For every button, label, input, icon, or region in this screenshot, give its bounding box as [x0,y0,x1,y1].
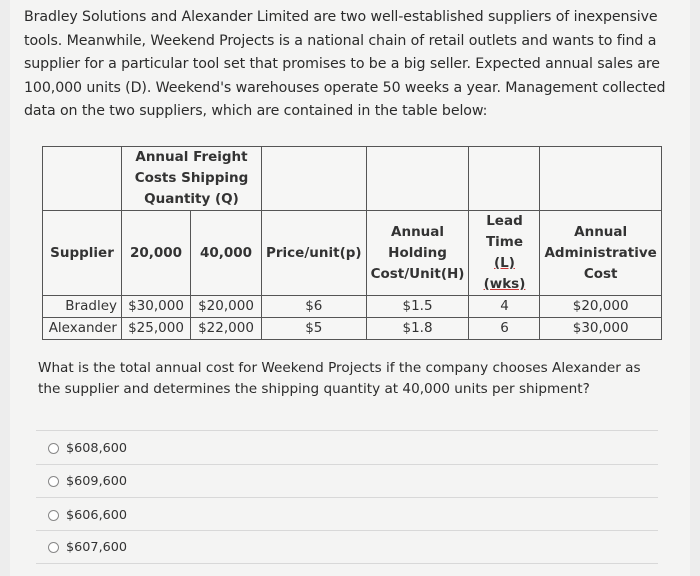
cell-freight-20000: $25,000 [122,318,191,340]
lead-header-line-2: Time [485,234,524,250]
cell-holding: $1.5 [366,296,469,318]
table-header-top-row [43,147,662,211]
answer-option-label: $608,600 [66,440,128,456]
table-header-row [43,211,662,296]
header-quantity-20000: 20,000 [122,211,191,296]
cell-admin: $30,000 [540,318,661,340]
cell-supplier: Alexander [43,318,122,340]
table-empty-cell [366,147,469,211]
cell-freight-40000: $20,000 [191,296,262,318]
radio-button-icon[interactable] [48,542,59,553]
header-admin-cost [540,211,661,296]
holding-header-line-2: Holding [388,244,447,261]
table-empty-cell [469,147,540,211]
cell-admin: $20,000 [540,296,661,318]
table-empty-cell [262,147,367,211]
header-supplier: Supplier [43,211,122,296]
table-row-alexander [43,318,662,340]
freight-header-line-3: Quantity (Q) [144,191,239,207]
option-divider [36,464,658,465]
cell-lead-time: 4 [469,296,540,318]
lead-header-line-3: (L)(wks) [483,255,526,292]
lead-header-line-1: Lead [486,213,523,229]
holding-header-line-1: Annual [391,223,445,240]
radio-button-icon[interactable] [48,476,59,487]
answer-option-3[interactable] [48,505,127,525]
admin-header-line-3: Cost [583,265,618,282]
table-row-bradley [43,296,662,318]
cell-lead-time: 6 [469,318,540,340]
cell-supplier: Bradley [43,296,122,318]
freight-cost-header [122,147,262,211]
header-lead-time [469,211,540,296]
answer-option-label: $606,600 [66,507,128,523]
option-divider [36,530,658,531]
holding-header-line-3: Cost/Unit(H) [370,265,465,282]
table-empty-cell [43,147,122,211]
header-holding-cost [366,211,469,296]
cell-holding: $1.8 [366,318,469,340]
question-text: What is the total annual cost for Weekend Projects if the company chooses Alexander as the supplier and determines the shipping quantity at 40,000 units per shipment? [38,360,641,397]
admin-header-line-1: Annual [574,223,628,240]
answer-option-1[interactable] [48,438,127,458]
header-price: Price/unit(p) [262,211,367,296]
option-divider [36,497,658,498]
answer-option-4[interactable] [48,537,127,557]
option-divider [36,563,658,564]
cell-price: $5 [262,318,367,340]
cell-price: $6 [262,296,367,318]
cell-freight-20000: $30,000 [122,296,191,318]
option-divider [36,430,658,431]
freight-header-line-1: Annual Freight [135,149,248,165]
radio-button-icon[interactable] [48,510,59,521]
table-empty-cell [540,147,661,211]
answer-option-label: $609,600 [66,473,128,489]
radio-button-icon[interactable] [48,443,59,454]
header-quantity-40000: 40,000 [191,211,262,296]
intro-paragraph: Bradley Solutions and Alexander Limited are two well-established suppliers of inexpensive tools. Meanwhile, Weekend Projects is a national chain of retail outlets and wants to find a supplier for a particular tool set that promises to be a big seller. Expected annual sales are 100,000 units (D). Weekend's warehouses operate 50 weeks a year. Management collected data on the two suppliers, which are contained in the table below: [24,9,666,119]
cell-freight-40000: $22,000 [191,318,262,340]
freight-header-line-2: Costs Shipping [134,170,249,186]
answer-option-2[interactable] [48,471,127,491]
answer-option-label: $607,600 [66,539,128,555]
supplier-data-table [42,146,662,340]
admin-header-line-2: Administrative [544,244,657,261]
